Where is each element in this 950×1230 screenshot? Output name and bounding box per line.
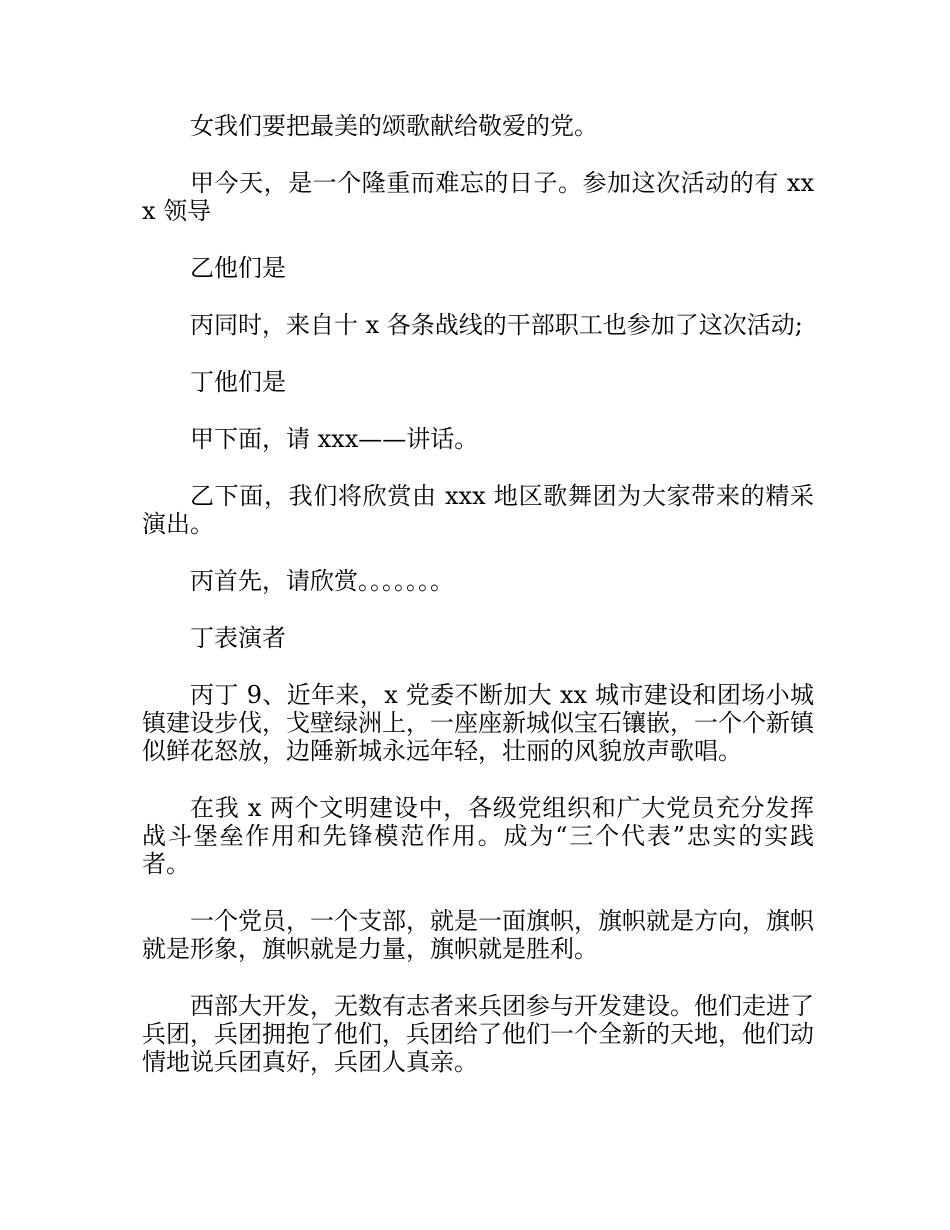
paragraph: 丁表演者: [190, 624, 286, 652]
paragraph: 在我 x 两个文明建设中，各级党组织和广大党员充分发挥战斗堡垒作用和先锋模范作用。成为“三个代表”忠实的实践者。: [142, 794, 814, 878]
paragraph: 丙丁 9、近年来，x 党委不断加大 xx 城市建设和团场小城镇建设步伐，戈壁绿洲上，一座座新城似宝石镶嵌，一个个新镇似鲜花怒放，边陲新城永远年轻，壮丽的风貌放声歌唱。: [142, 681, 814, 765]
paragraph: 甲今天，是一个隆重而难忘的日子。参加这次活动的有 xxx 领导: [142, 169, 814, 225]
document-body: [142, 112, 814, 1105]
paragraph: 丙首先，请欣赏。。。。。。。: [190, 567, 454, 595]
paragraph: 一个党员，一个支部，就是一面旗帜，旗帜就是方向，旗帜就是形象，旗帜就是力量，旗帜就是胜利。: [142, 907, 814, 963]
paragraph: 丙同时，来自十 x 各条战线的干部职工也参加了这次活动;: [190, 311, 803, 339]
paragraph: 西部大开发，无数有志者来兵团参与开发建设。他们走进了兵团，兵团拥抱了他们，兵团给了他们一个全新的天地，他们动情地说兵团真好，兵团人真亲。: [142, 992, 814, 1076]
paragraph: 乙他们是: [190, 254, 286, 282]
paragraph: 女我们要把最美的颂歌献给敬爱的党。: [190, 112, 598, 140]
paragraph: 丁他们是: [190, 368, 286, 396]
paragraph: 乙下面，我们将欣赏由 xxx 地区歌舞团为大家带来的精采演出。: [142, 482, 814, 538]
paragraph: 甲下面，请 xxx——讲话。: [190, 425, 479, 453]
